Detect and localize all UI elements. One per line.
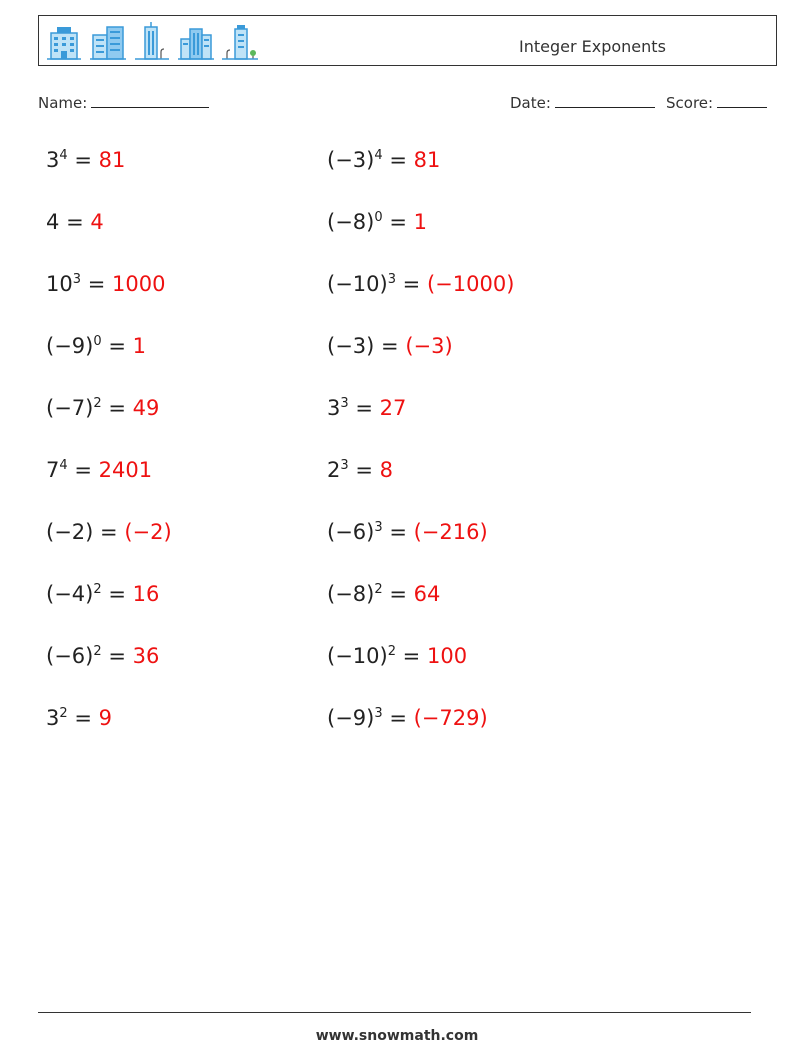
- problem-base: 2: [327, 458, 341, 482]
- problem-item: [327, 334, 453, 358]
- problem-answer: (−3): [405, 334, 453, 358]
- name-field[interactable]: [38, 93, 209, 112]
- equals-sign: =: [74, 706, 92, 730]
- problem-base: 4: [46, 210, 60, 234]
- problem-exponent: 2: [93, 396, 102, 411]
- date-label: Date:: [510, 94, 551, 112]
- equals-sign: =: [100, 520, 118, 544]
- equals-sign: =: [381, 334, 399, 358]
- problem-base: (−4): [46, 582, 94, 606]
- problem-answer: 64: [413, 582, 441, 606]
- building-icons: [45, 21, 259, 61]
- equals-sign: =: [389, 148, 407, 172]
- problem-base: (−3): [327, 148, 375, 172]
- equals-sign: =: [355, 458, 373, 482]
- problem-item: [46, 148, 125, 172]
- problem-item: [327, 458, 393, 482]
- footer-divider: [38, 1012, 751, 1013]
- problem-answer: 9: [98, 706, 113, 730]
- problem-answer: 27: [379, 396, 407, 420]
- problem-answer: (−729): [413, 706, 488, 730]
- problem-item: [46, 706, 112, 730]
- problem-base: 7: [46, 458, 60, 482]
- problem-item: [46, 582, 159, 606]
- problem-base: (−10): [327, 272, 388, 296]
- equals-sign: =: [402, 644, 421, 668]
- equals-sign: =: [108, 582, 126, 606]
- date-blank[interactable]: [555, 93, 655, 108]
- name-blank[interactable]: [91, 93, 209, 108]
- worksheet-header: [38, 15, 777, 66]
- problem-answer: (−216): [413, 520, 488, 544]
- equals-sign: =: [108, 334, 126, 358]
- equals-sign: =: [74, 458, 92, 482]
- problem-answer: 4: [90, 210, 104, 234]
- equals-sign: =: [66, 210, 84, 234]
- equals-sign: =: [74, 148, 92, 172]
- problem-item: [327, 272, 514, 296]
- problem-item: [327, 148, 440, 172]
- equals-sign: =: [389, 706, 407, 730]
- problem-item: [327, 644, 467, 668]
- problem-exponent: 3: [340, 458, 349, 473]
- problem-exponent: 3: [387, 272, 396, 287]
- equals-sign: =: [389, 520, 407, 544]
- problem-exponent: 2: [387, 644, 396, 659]
- problem-answer: 1: [132, 334, 146, 358]
- problem-base: 10: [46, 272, 73, 296]
- problem-exponent: 0: [93, 334, 102, 349]
- score-blank[interactable]: [717, 93, 767, 108]
- problem-item: [46, 272, 165, 296]
- problem-answer: 16: [132, 582, 160, 606]
- problem-answer: 49: [132, 396, 160, 420]
- problem-answer: 1000: [112, 272, 166, 296]
- equals-sign: =: [87, 272, 106, 296]
- equals-sign: =: [389, 582, 407, 606]
- problem-answer: (−1000): [426, 272, 515, 296]
- problem-base: (−8): [327, 210, 375, 234]
- problem-item: [46, 458, 152, 482]
- problem-exponent: 4: [59, 148, 68, 163]
- problem-base: (−6): [327, 520, 375, 544]
- problem-item: [46, 334, 146, 358]
- problem-base: (−7): [46, 396, 94, 420]
- problem-answer: 81: [413, 148, 441, 172]
- problem-base: (−10): [327, 644, 388, 668]
- problem-exponent: 2: [59, 706, 68, 721]
- problem-answer: 36: [132, 644, 160, 668]
- worksheet-title: Integer Exponents: [519, 37, 666, 56]
- problem-base: (−6): [46, 644, 94, 668]
- footer-url: www.snowmath.com: [315, 1028, 479, 1044]
- problem-item: [46, 210, 104, 234]
- apartment-building-icon: [89, 21, 127, 61]
- problem-exponent: 4: [59, 458, 68, 473]
- problem-base: (−2): [46, 520, 94, 544]
- problem-item: [327, 210, 427, 234]
- date-field[interactable]: [510, 93, 655, 112]
- equals-sign: =: [108, 396, 126, 420]
- problem-exponent: 4: [374, 148, 383, 163]
- problem-base: (−3): [327, 334, 375, 358]
- score-field[interactable]: [666, 93, 767, 112]
- equals-sign: =: [389, 210, 407, 234]
- problem-base: 3: [46, 148, 60, 172]
- problem-answer: 81: [98, 148, 126, 172]
- tower-tree-icon: [221, 21, 259, 61]
- problem-item: [46, 396, 159, 420]
- office-building-icon: [45, 21, 83, 61]
- problem-item: [46, 520, 172, 544]
- problem-answer: 8: [379, 458, 394, 482]
- city-buildings-icon: [177, 21, 215, 61]
- problem-item: [327, 582, 440, 606]
- problem-base: 3: [327, 396, 341, 420]
- problem-exponent: 2: [374, 582, 383, 597]
- problem-item: [327, 520, 488, 544]
- problem-base: 3: [46, 706, 60, 730]
- problem-exponent: 2: [93, 582, 102, 597]
- problem-base: (−9): [46, 334, 94, 358]
- problem-answer: (−2): [124, 520, 172, 544]
- problem-answer: 2401: [98, 458, 153, 482]
- problem-item: [327, 396, 406, 420]
- problem-item: [46, 644, 159, 668]
- equals-sign: =: [108, 644, 126, 668]
- problem-answer: 1: [413, 210, 427, 234]
- equals-sign: =: [402, 272, 421, 296]
- problem-base: (−9): [327, 706, 375, 730]
- equals-sign: =: [355, 396, 373, 420]
- problem-exponent: 3: [72, 272, 82, 287]
- problem-answer: 100: [426, 644, 468, 668]
- problem-exponent: 2: [93, 644, 102, 659]
- problem-item: [327, 706, 488, 730]
- problem-exponent: 0: [374, 210, 383, 225]
- name-label: Name:: [38, 94, 88, 112]
- problem-exponent: 3: [340, 396, 349, 411]
- skyscraper-lamp-icon: [133, 21, 171, 61]
- problem-base: (−8): [327, 582, 375, 606]
- score-label: Score:: [666, 94, 714, 112]
- problem-exponent: 3: [374, 706, 383, 721]
- problem-exponent: 3: [374, 520, 383, 535]
